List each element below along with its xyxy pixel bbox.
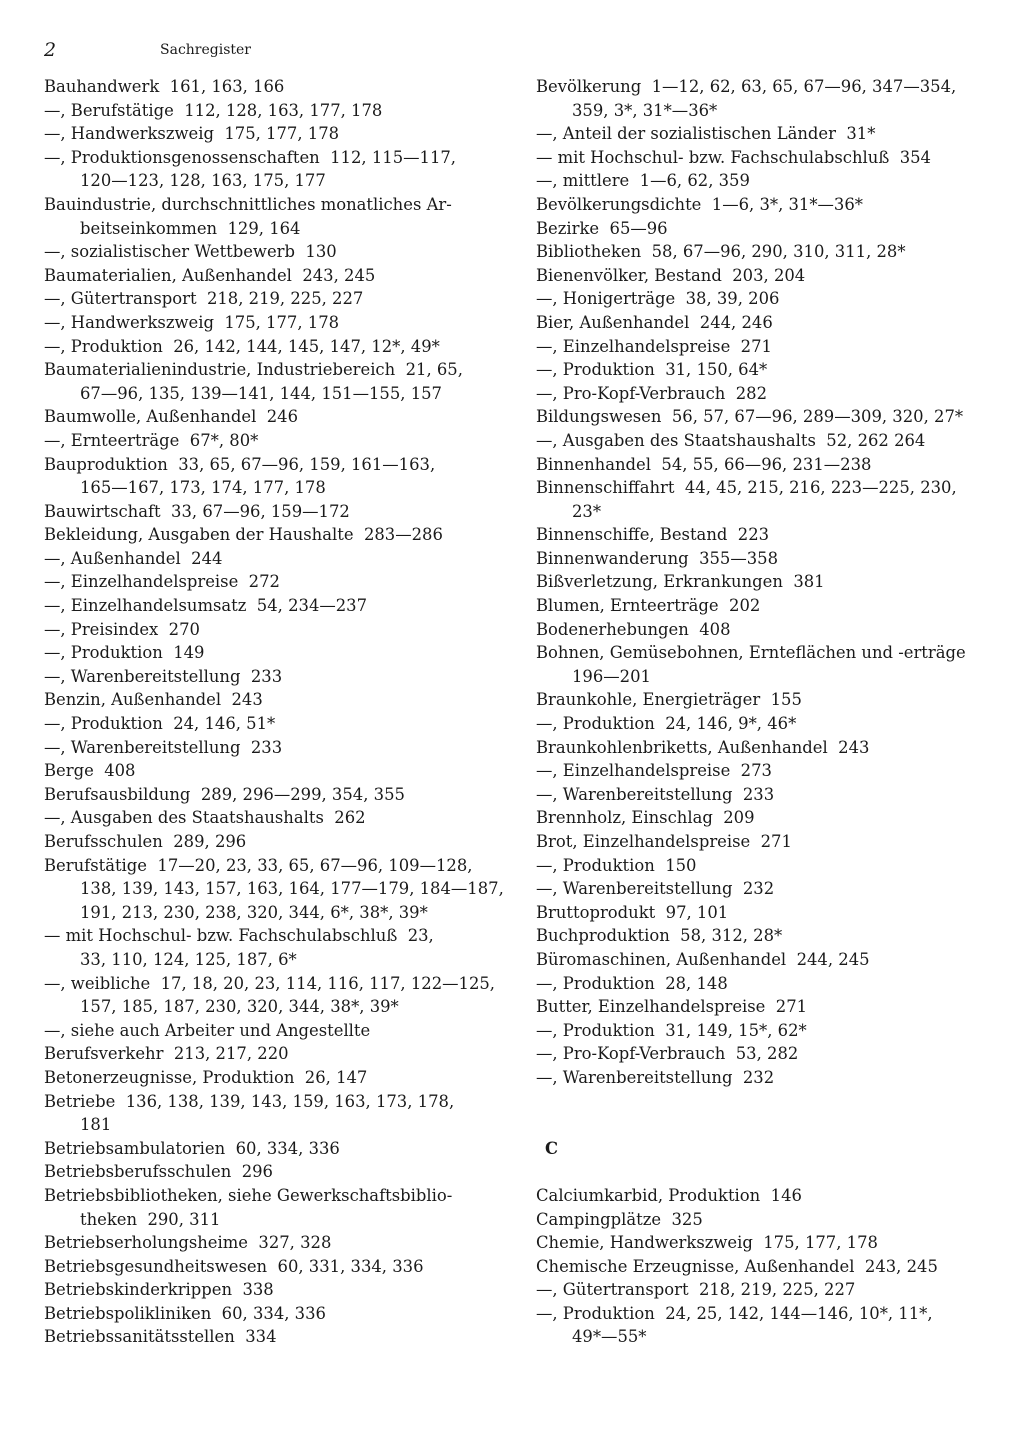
index-entry: Benzin, Außenhandel 243: [44, 690, 263, 710]
index-entry: —, Produktion 24, 146, 51*: [44, 714, 276, 734]
index-entry: Bodenerhebungen 408: [536, 619, 731, 639]
index-entry: —, Einzelhandelspreise 273: [536, 761, 772, 781]
index-entry: Betriebskinderkrippen 338: [44, 1280, 274, 1300]
index-entry-continuation: beitseinkommen 129, 164: [80, 218, 301, 238]
index-entry: Betriebsambulatorien 60, 334, 336: [44, 1138, 340, 1158]
index-entry-continuation: 165—167, 173, 174, 177, 178: [80, 478, 326, 498]
index-entry: —, Produktion 26, 142, 144, 145, 147, 12*, 49*: [44, 336, 440, 356]
index-entry: —, Ernteerträge 67*, 80*: [44, 430, 259, 450]
index-entry: —, weibliche 17, 18, 20, 23, 114, 116, 117, 122—125,: [44, 973, 496, 993]
index-entry: —, Warenbereitstellung 233: [44, 666, 283, 686]
index-entry: —, Produktion 28, 148: [536, 973, 728, 993]
index-entry: —, mittlere 1—6, 62, 359: [536, 171, 750, 191]
index-entry: Betriebspolikliniken 60, 334, 336: [44, 1303, 326, 1323]
index-entry: Büromaschinen, Außenhandel 244, 245: [536, 949, 870, 969]
index-entry: Berge 408: [44, 761, 136, 781]
index-entry: Bauwirtschaft 33, 67—96, 159—172: [44, 501, 350, 521]
index-entry-continuation: 120—123, 128, 163, 175, 177: [80, 171, 326, 191]
index-entry: —, Außenhandel 244: [44, 548, 223, 568]
index-entry: Betriebserholungsheime 327, 328: [44, 1233, 332, 1253]
index-entry-continuation: 196—201: [572, 666, 651, 686]
index-entry: Bauproduktion 33, 65, 67—96, 159, 161—163,: [44, 454, 436, 474]
index-entry: —, Produktion 31, 150, 64*: [536, 360, 768, 380]
index-entry: Braunkohlenbriketts, Außenhandel 243: [536, 737, 870, 757]
index-entry-continuation: 181: [80, 1115, 112, 1135]
index-entry-continuation: theken 290, 311: [80, 1209, 221, 1229]
index-entry: Butter, Einzelhandelspreise 271: [536, 997, 808, 1017]
page-number: 2: [44, 39, 57, 61]
index-entry: Baumaterialienindustrie, Industriebereich 21, 65,: [44, 360, 463, 380]
index-entry: —, Anteil der sozialistischen Länder 31*: [536, 124, 876, 144]
index-entry: —, Einzelhandelspreise 271: [536, 336, 772, 356]
index-entry-continuation: 191, 213, 230, 238, 320, 344, 6*, 38*, 39*: [80, 902, 428, 922]
index-entry: —, Produktion 149: [44, 643, 205, 663]
index-entry: Bibliotheken 58, 67—96, 290, 310, 311, 28*: [536, 242, 906, 262]
index-entry: Chemische Erzeugnisse, Außenhandel 243, 245: [536, 1256, 938, 1276]
index-entry: Baumwolle, Außenhandel 246: [44, 407, 299, 427]
index-entry: —, Produktion 24, 146, 9*, 46*: [536, 714, 797, 734]
index-entry: Betriebe 136, 138, 139, 143, 159, 163, 173, 178,: [44, 1091, 455, 1111]
index-entry: —, Produktion 24, 25, 142, 144—146, 10*, 11*,: [536, 1303, 933, 1323]
index-entry: Bekleidung, Ausgaben der Haushalte 283—286: [44, 525, 443, 545]
index-entry: Bier, Außenhandel 244, 246: [536, 312, 773, 332]
index-entry: Bohnen, Gemüsebohnen, Ernteflächen und -erträge: [536, 643, 966, 663]
index-entry: Binnenhandel 54, 55, 66—96, 231—238: [536, 454, 872, 474]
index-entry: Brot, Einzelhandelspreise 271: [536, 832, 792, 851]
index-entry: Bildungswesen 56, 57, 67—96, 289—309, 320, 27*: [536, 407, 964, 427]
index-entry: —, Produktionsgenossenschaften 112, 115—117,: [44, 147, 457, 167]
index-entry: —, Produktion 31, 149, 15*, 62*: [536, 1020, 807, 1040]
index-entry: Blumen, Ernteerträge 202: [536, 596, 761, 616]
index-entry: Betriebssanitätsstellen 334: [44, 1327, 277, 1347]
index-entry: Calciumkarbid, Produktion 146: [536, 1185, 802, 1205]
index-entry: Chemie, Handwerkszweig 175, 177, 178: [536, 1233, 878, 1253]
index-entry: Berufstätige 17—20, 23, 33, 65, 67—96, 109—128,: [44, 855, 473, 875]
index-entry: — mit Hochschul- bzw. Fachschulabschluß 354: [536, 147, 931, 167]
index-entry: Berufsausbildung 289, 296—299, 354, 355: [44, 784, 405, 804]
index-entry: Betriebsgesundheitswesen 60, 331, 334, 336: [44, 1256, 424, 1276]
blank-line: [536, 1090, 976, 1114]
index-entry: Bevölkerungsdichte 1—6, 3*, 31*—36*: [536, 194, 863, 214]
index-entry-continuation: 157, 185, 187, 230, 320, 344, 38*, 39*: [80, 997, 399, 1017]
index-entry: —, Honigerträge 38, 39, 206: [536, 289, 780, 309]
index-entry: Baumaterialien, Außenhandel 243, 245: [44, 265, 376, 285]
index-entry: —, siehe auch Arbeiter und Angestellte: [44, 1020, 371, 1040]
index-entry: —, Warenbereitstellung 233: [44, 737, 283, 757]
index-entry: Bißverletzung, Erkrankungen 381: [536, 572, 825, 592]
index-entry-continuation: 67—96, 135, 139—141, 144, 151—155, 157: [80, 383, 442, 403]
index-entry: —, Gütertransport 218, 219, 225, 227: [536, 1280, 856, 1300]
index-entry: —, Berufstätige 112, 128, 163, 177, 178: [44, 100, 383, 120]
index-entry-continuation: 23*: [572, 501, 602, 521]
index-entry: Buchproduktion 58, 312, 28*: [536, 926, 783, 946]
index-entry: —, Pro-Kopf-Verbrauch 282: [536, 383, 768, 403]
index-entry: —, Gütertransport 218, 219, 225, 227: [44, 289, 364, 309]
index-entry: Bauindustrie, durchschnittliches monatliches Ar-: [44, 194, 452, 214]
index-entry: —, Einzelhandelsumsatz 54, 234—237: [44, 596, 368, 616]
index-entry: Berufsverkehr 213, 217, 220: [44, 1044, 289, 1064]
index-entry: Bezirke 65—96: [536, 218, 668, 238]
index-entry: Binnenschiffahrt 44, 45, 215, 216, 223—225, 230,: [536, 478, 957, 498]
index-entry: Bauhandwerk 161, 163, 166: [44, 77, 285, 96]
index-column-right: [536, 75, 976, 1349]
blank-line: [536, 1113, 976, 1137]
index-entry: —, Pro-Kopf-Verbrauch 53, 282: [536, 1044, 799, 1064]
index-entry: Betriebsberufsschulen 296: [44, 1162, 273, 1182]
index-entry: —, Warenbereitstellung 233: [536, 784, 775, 804]
index-entry-continuation: 33, 110, 124, 125, 187, 6*: [80, 949, 297, 969]
index-entry: —, Preisindex 270: [44, 619, 200, 639]
index-entry: —, Handwerkszweig 175, 177, 178: [44, 312, 340, 332]
index-entry: —, Warenbereitstellung 232: [536, 879, 775, 899]
index-column-left: [44, 75, 504, 1349]
index-entry: Campingplätze 325: [536, 1209, 703, 1229]
index-entry: —, sozialistischer Wettbewerb 130: [44, 242, 337, 262]
blank-line: [536, 1160, 976, 1184]
index-entry: Brennholz, Einschlag 209: [536, 808, 755, 828]
index-entry: Betriebsbibliotheken, siehe Gewerkschaftsbiblio-: [44, 1185, 453, 1205]
index-entry-continuation: 138, 139, 143, 157, 163, 164, 177—179, 184—187,: [80, 879, 504, 899]
index-entry: Braunkohle, Energieträger 155: [536, 690, 802, 710]
index-entry: Bruttoprodukt 97, 101: [536, 902, 729, 922]
index-entry: —, Einzelhandelspreise 272: [44, 572, 280, 592]
running-head: Sachregister: [160, 42, 251, 58]
index-entry: Bienenvölker, Bestand 203, 204: [536, 265, 806, 285]
index-entry: —, Produktion 150: [536, 855, 697, 875]
index-entry: Binnenwanderung 355—358: [536, 548, 779, 568]
index-entry-continuation: 359, 3*, 31*—36*: [572, 100, 718, 120]
index-entry: Betonerzeugnisse, Produktion 26, 147: [44, 1067, 368, 1087]
index-entry: Berufsschulen 289, 296: [44, 832, 247, 851]
index-entry: —, Ausgaben des Staatshaushalts 52, 262 264: [536, 430, 926, 450]
index-entry: —, Warenbereitstellung 232: [536, 1067, 775, 1087]
index-entry: —, Ausgaben des Staatshaushalts 262: [44, 808, 366, 828]
index-entry-continuation: 49*—55*: [572, 1327, 647, 1347]
section-letter: C: [545, 1138, 559, 1158]
index-entry: Binnenschiffe, Bestand 223: [536, 525, 770, 545]
index-entry: Bevölkerung 1—12, 62, 63, 65, 67—96, 347—354,: [536, 77, 957, 96]
index-entry: —, Handwerkszweig 175, 177, 178: [44, 124, 340, 144]
index-entry: — mit Hochschul- bzw. Fachschulabschluß 23,: [44, 926, 434, 946]
